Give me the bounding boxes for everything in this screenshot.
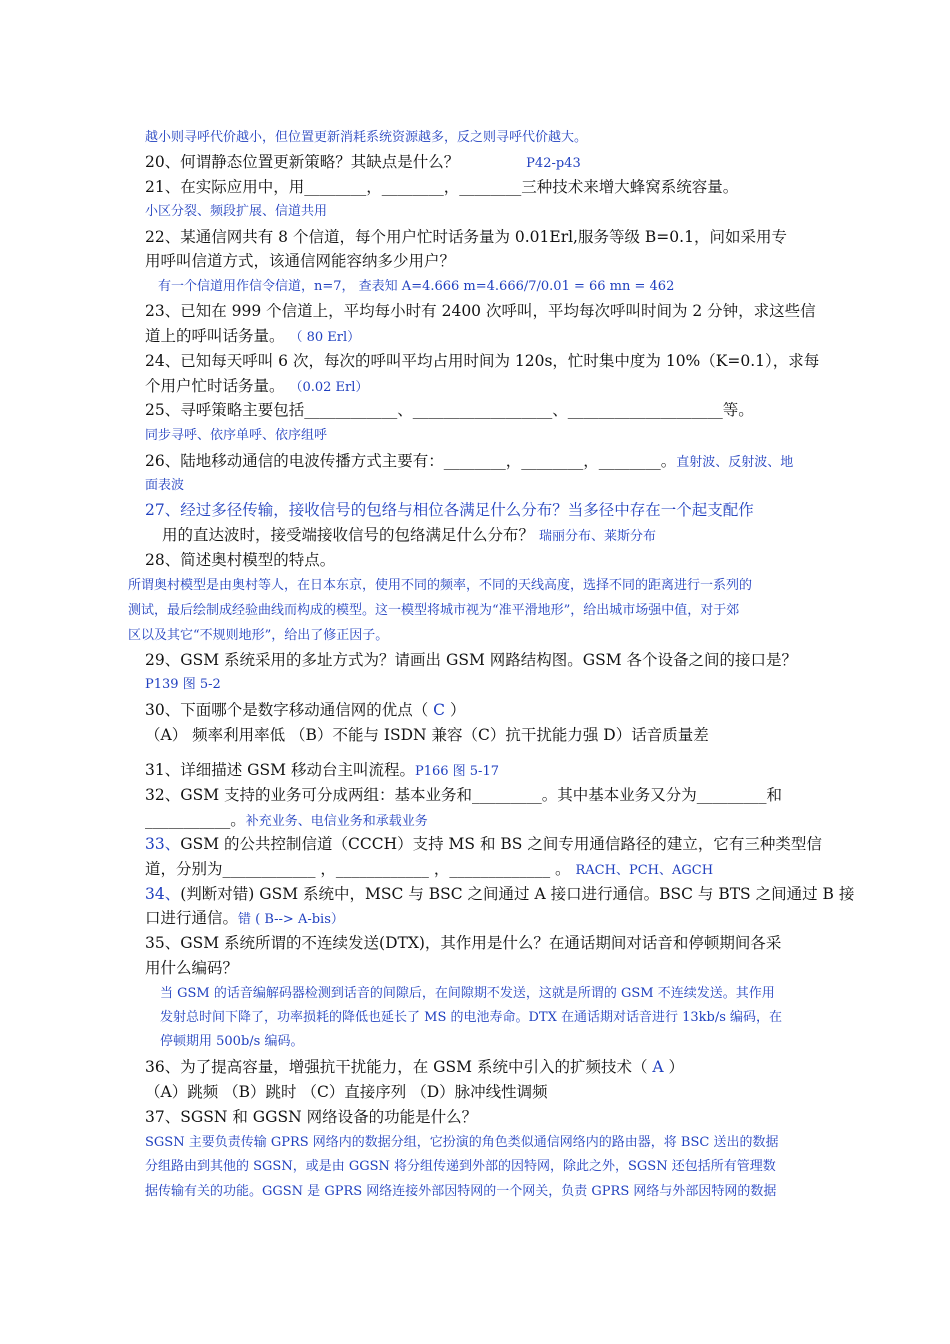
answer-text: 小区分裂、频段扩展、信道共用 (145, 204, 328, 219)
answer-inline: 直射波、反射波、地 (676, 455, 794, 470)
answer-inline: RACH、PCH、AGCH (575, 863, 714, 878)
question-text: 用的直达波时，接受端接收信号的包络满足什么分布？ (162, 526, 535, 544)
answer-paragraph: 据传输有关的功能。GGSN 是 GPRS 网络连接外部因特网的一个网关，负责 GPRS 网络与外部因特网的数据 (145, 1184, 777, 1199)
question-text: (判断对错) GSM 系统中，MSC 与 BSC 之间通过 A 接口进行通信。BSC 与 BTS 之间通过 B 接 (180, 885, 855, 903)
answer-text: 面表波 (145, 478, 185, 493)
question-text: ___________。 (145, 811, 246, 829)
question-24: 24、已知每天呼叫 6 次，每次的呼叫平均占用时间为 120s，忙时集中度为 10%（K=0.1），求每 (145, 352, 820, 370)
answer-paragraph: 停顿期用 500b/s 编码。 (160, 1034, 304, 1049)
question-text: 27、经过多径传输，接收信号的包络与相位各满足什么分布？当多径中存在一个起支配作 (145, 501, 754, 519)
answer-inline: （ 80 Erl） (289, 330, 361, 345)
question-25: 25、寻呼策略主要包括____________、__________________、____________________等。 (145, 401, 754, 419)
question-31 (145, 760, 810, 782)
question-text: 36、为了提高容量，增强抗干扰能力，在 GSM 系统中引入的扩频技术（ (145, 1058, 648, 1076)
answer-ref: P166 图 5-17 (414, 764, 499, 779)
question-text: 30、下面哪个是数字移动通信网的优点（ (145, 701, 429, 719)
question-22-cont: 用呼叫信道方式，该通信网能容纳多少用户？ (145, 252, 456, 270)
question-number: 34、 (145, 885, 181, 903)
answer-text: 同步寻呼、依序单呼、依序组呼 (145, 428, 328, 443)
answer-paragraph: 分组路由到其他的 SGSN，或是由 GGSN 将分组传递到外部的因特网，除此之外，SGSN 还包括所有管理数 (145, 1159, 776, 1174)
question-20 (145, 152, 810, 174)
question-35: 35、GSM 系统所谓的不连续发送(DTX)，其作用是什么？在通话期间对话音和停顿期间各采 (145, 934, 782, 952)
question-21: 21、在实际应用中，用________，________，________三种技术来增大蜂窝系统容量。 (145, 178, 739, 196)
question-30 (145, 700, 810, 720)
question-text: 口进行通信。 (145, 909, 239, 927)
question-26 (145, 451, 810, 473)
answer-ref: P42-p43 (526, 156, 581, 171)
question-27 (145, 500, 810, 520)
question-text: 31、详细描述 GSM 移动台主叫流程。 (145, 761, 415, 779)
question-22: 22、某通信网共有 8 个信道，每个用户忙时话务量为 0.01Erl,服务等级 B=0.1，问如采用专 (145, 228, 787, 246)
answer-paragraph: 当 GSM 的话音编解码器检测到话音的间隙后，在间隙期不发送，这就是所谓的 GSM 不连续发送。其作用 (160, 986, 775, 1001)
question-23-cont (145, 326, 810, 348)
answer-ref: P139 图 5-2 (145, 677, 221, 692)
answer-inline: （0.02 Erl） (289, 380, 369, 395)
answer-inline: 错 ( B--> A-bis） (238, 912, 344, 927)
question-text: ） (449, 701, 466, 719)
question-36-options: （A）跳频 （B）跳时 （C）直接序列 （D）脉冲线性调频 (145, 1083, 548, 1101)
question-24-cont (145, 376, 810, 398)
answer-choice: C (433, 701, 446, 719)
question-35-cont: 用什么编码？ (145, 959, 239, 977)
answer-paragraph: 发射总时间下降了，功率损耗的降低也延长了 MS 的电池寿命。DTX 在通话期对话音进行 13kb/s 编码，在 (160, 1010, 783, 1025)
answer-paragraph: 区以及其它“不规则地形”，给出了修正因子。 (128, 628, 389, 643)
question-34-cont (145, 908, 810, 930)
question-33 (145, 834, 822, 854)
question-number: 33、 (145, 835, 181, 853)
question-29: 29、GSM 系统采用的多址方式为？请画出 GSM 网路结构图。GSM 各个设备之间的接口是？ (145, 651, 798, 669)
answer-inline: 补充业务、电信业务和承载业务 (245, 814, 428, 829)
question-text: GSM 的公共控制信道（CCCH）支持 MS 和 BS 之间专用通信路径的建立，它有三种类型信 (180, 835, 822, 853)
answer-inline: 瑞丽分布、莱斯分布 (538, 529, 656, 544)
question-30-options: （A） 频率利用率低 （B）不能与 ISDN 兼容（C）抗干扰能力强 D）话音质量差 (145, 726, 709, 744)
question-32-cont (145, 810, 810, 832)
answer-paragraph: 所谓奥村模型是由奥村等人，在日本东京，使用不同的频率，不同的天线高度，选择不同的距离进行一系列的 (128, 578, 753, 593)
question-34 (145, 884, 855, 904)
answer-choice: A (652, 1058, 664, 1076)
question-33-cont (145, 859, 810, 881)
question-37: 37、SGSN 和 GGSN 网络设备的功能是什么？ (145, 1108, 478, 1126)
question-27-cont (162, 525, 827, 547)
question-text: 道，分别为____________ ，____________ ，_____________ 。 (145, 860, 571, 878)
answer-text: 越小则寻呼代价越小，但位置更新消耗系统资源越多，反之则寻呼代价越大。 (145, 130, 588, 145)
question-text: 20、何谓静态位置更新策略？其缺点是什么？ (145, 153, 460, 171)
question-text: 个用户忙时话务量。 (145, 377, 285, 395)
question-text: 26、陆地移动通信的电波传播方式主要有：________，________，________。 (145, 452, 677, 470)
answer-paragraph: SGSN 主要负责传输 GPRS 网络内的数据分组，它扮演的角色类似通信网络内的路由器，将 BSC 送出的数据 (145, 1135, 779, 1150)
answer-text: 有一个信道用作信令信道，n=7， 查表知 A=4.666 m=4.666/7/0.01 = 66 mn = 462 (158, 279, 675, 294)
question-text: 道上的呼叫话务量。 (145, 327, 285, 345)
question-36 (145, 1057, 810, 1077)
answer-paragraph: 测试，最后绘制成经验曲线而构成的模型。这一模型将城市视为“准平滑地形”，给出城市场强中值，对于郊 (128, 603, 740, 618)
question-23: 23、已知在 999 个信道上，平均每小时有 2400 次呼叫，平均每次呼叫时间为 2 分钟，求这些信 (145, 302, 816, 320)
question-32: 32、GSM 支持的业务可分成两组：基本业务和_________。其中基本业务又分为_________和 (145, 786, 783, 804)
question-28: 28、简述奥村模型的特点。 (145, 551, 336, 569)
question-text: ） (668, 1058, 685, 1076)
